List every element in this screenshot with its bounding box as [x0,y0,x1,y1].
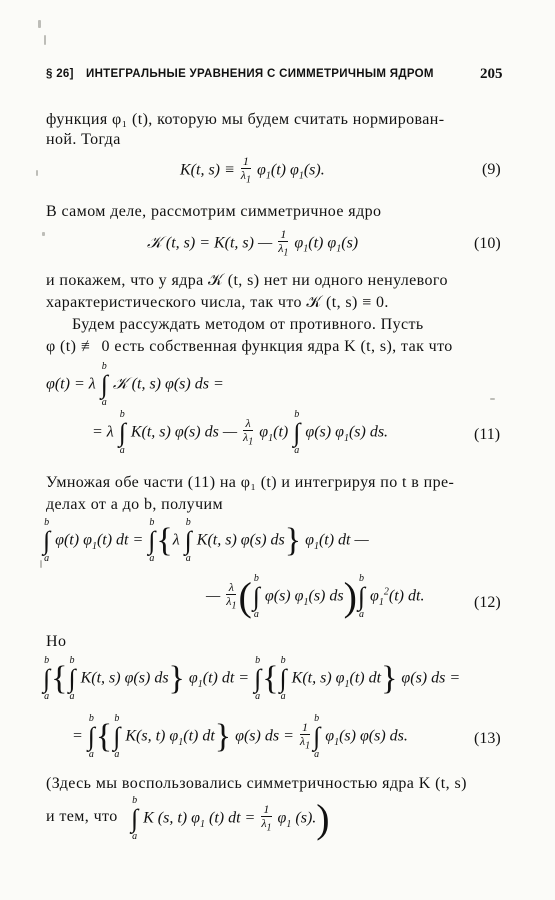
equation-11-line-1: φ(t) = λ b ∫ a 𝒦 (t, s) φ(s) ds = [46,361,224,408]
text-line: Умножая обе части (11) на φ₁ (t) и интегрируя по t в пре- [46,474,455,491]
equation-12-line-1: b ∫ a φ(t) $\varphi_1(t)$ dt = b ∫ a {λ b ∫ a K(t, s) φ(s) ds} $\varphi_1(t)$ dt — [43,517,369,564]
equation-12-number: (12) [474,594,501,611]
equation-13-line-2: = b ∫ a { b ∫ a K(s, t) $\varphi_1(t)$ dt} φ(s) ds = $\frac{1}{\lambda_1}$ b ∫ a $\varphi_1(s)$ φ(s) ds. [72,713,408,760]
inline-equation: b ∫ a K (s, t) $\varphi_1$ (t) dt = $\frac{1}{\lambda_1}$ $\varphi_1$ (s).) [131,795,330,842]
equation-12-line-2: — $\frac{\lambda}{\lambda_1}$ ( b ∫ a φ(s) $\varphi_1(s)$ ds) b ∫ a $\varphi_1^2(t)$ dt. [206,573,425,620]
page-number: 205 [480,66,503,82]
equation-13-number: (13) [474,730,501,747]
equation-10: 𝒦 (t, s) = K(t, s) — $\frac{1}{\lambda_1}$ $\varphi_1(t)$ $\varphi_1(s)$ [147,227,359,259]
text-line: (Здесь мы воспользовались симметричностью ядра K (t, s) [46,775,467,792]
text-line: ной. Тогда [46,131,121,148]
equation-11-number: (11) [474,426,501,443]
text-line: Будем рассуждать методом от противного. Пусть [72,316,424,333]
text-line: φ (t) ≢ 0 есть собственная функция ядра K (t, s), так что [46,338,453,355]
text-line: делах от a до b, получим [46,496,224,513]
text-line: В самом деле, рассмотрим симметричное ядро [46,203,382,220]
text-line: и покажем, что у ядра 𝒦 (t, s) нет ни одного ненулевого [46,272,448,289]
equation-10-number: (10) [474,235,501,252]
equation-9: K(t, s) ≡ $\frac{1}{\lambda_1}$ $\varphi_1(t)$ $\varphi_1(s)$. [180,154,325,186]
equation-11-line-2: = λ b ∫ a K(t, s) φ(s) ds — $\frac{\lambda}{\lambda_1}$ $\varphi_1(t)$ b ∫ a φ(s) $\varphi_1(s)$ ds. [92,409,389,456]
running-header-section: § 26] [46,68,74,80]
equation-9-number: (9) [482,161,501,178]
text-line: и тем, что [46,808,118,825]
text-line: функция φ₁ (t), которую мы будем считать нормирован- [46,111,445,128]
text-line: Но [46,633,67,650]
running-header-title: ИНТЕГРАЛЬНЫЕ УРАВНЕНИЯ С СИММЕТРИЧНЫМ ЯДРОМ [86,68,434,80]
equation-13-line-1: b ∫ a { b ∫ a K(t, s) φ(s) ds} $\varphi_1(t)$ dt = b ∫ a { b ∫ a K(t, s) $\varphi_1(t)$ dt} φ(s) ds = [43,655,461,702]
text-line: характеристического числа, так что 𝒦 (t, s) ≡ 0. [46,294,389,311]
